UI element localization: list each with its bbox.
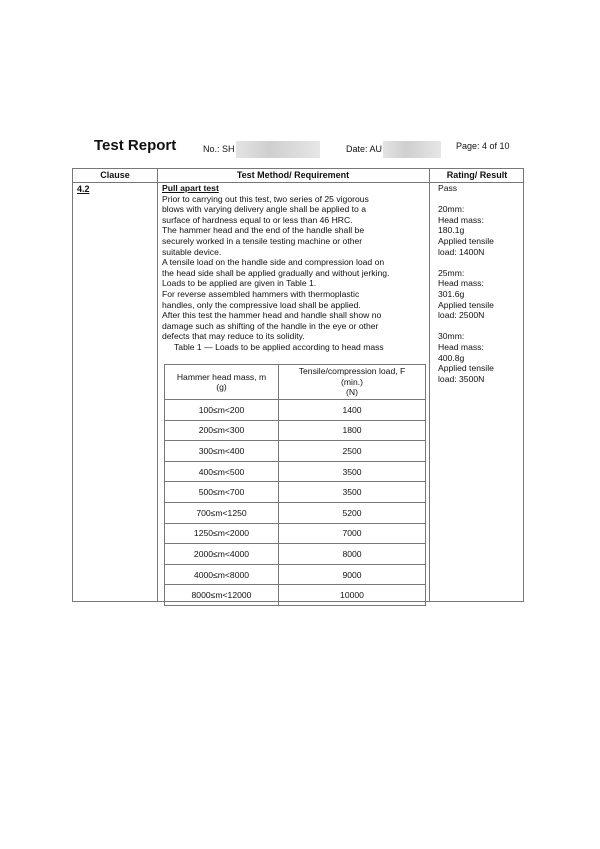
load-value-cell: 7000 — [279, 523, 426, 544]
report-table — [72, 168, 524, 602]
mass-range-cell: 200≤m<300 — [165, 420, 279, 441]
report-header — [72, 137, 524, 155]
load-column-header — [279, 365, 426, 400]
result-line — [438, 194, 524, 205]
result-line: Head mass: — [438, 214, 484, 225]
method-line: blows with varying delivery angle shall be applied to a — [162, 204, 366, 215]
column-divider — [429, 169, 430, 601]
method-line: The hammer head and the end of the handle shall be — [162, 225, 365, 236]
table-row — [165, 482, 426, 503]
method-line: the head side shall be applied gradually and without jerking. — [162, 267, 390, 278]
method-line: A tensile load on the handle side and compression load on — [162, 257, 385, 268]
load-value-cell: 8000 — [279, 544, 426, 565]
report-date-label: Date: AU — [346, 143, 383, 154]
method-line: After this test the hammer head and handle shall show no — [162, 310, 382, 321]
result-line: 20mm: — [438, 204, 465, 215]
result-line: 180.1g — [438, 225, 465, 236]
mass-range-cell: 1250≤m<2000 — [165, 523, 279, 544]
mass-header-line: Hammer head mass, m — [176, 371, 267, 382]
method-line: For reverse assembled hammers with thermoplastic — [162, 288, 360, 299]
load-header-line: Tensile/compression load, F — [298, 366, 406, 377]
table-row — [165, 461, 426, 482]
report-number — [203, 141, 320, 158]
result-line: 25mm: — [438, 267, 465, 278]
result-line: Applied tensile — [438, 299, 494, 310]
method-title: Pull apart test — [162, 183, 219, 193]
report-date — [346, 141, 441, 158]
table-row — [165, 585, 426, 606]
mass-header-line: (g) — [216, 382, 227, 392]
result-line: 301.6g — [438, 288, 465, 299]
method-line: securely worked in a tensile testing machine or other — [162, 235, 363, 246]
mass-range-cell: 400≤m<500 — [165, 461, 279, 482]
load-value-cell: 1400 — [279, 400, 426, 421]
report-number-label: No.: SH — [203, 143, 235, 154]
clause-number: 4.2 — [77, 184, 90, 194]
mass-range-cell: 300≤m<400 — [165, 441, 279, 462]
result-line: Head mass: — [438, 341, 484, 352]
column-divider — [157, 169, 158, 601]
table-row — [165, 420, 426, 441]
result-line: 30mm: — [438, 331, 465, 342]
method-line: surface of hardness equal to or less than 46 HRC. — [162, 214, 353, 225]
method-line: Prior to carrying out this test, two series of 25 vigorous — [162, 193, 369, 204]
result-line: load: 3500N — [438, 373, 485, 384]
table-row — [165, 441, 426, 462]
load-value-cell: 1800 — [279, 420, 426, 441]
rating-result — [438, 183, 524, 384]
result-column-header: Rating/ Result — [446, 170, 508, 180]
mass-range-cell: 500≤m<700 — [165, 482, 279, 503]
mass-range-cell: 100≤m<200 — [165, 400, 279, 421]
table-row — [165, 544, 426, 565]
load-value-cell: 10000 — [279, 585, 426, 606]
result-line: Applied tensile — [438, 363, 494, 374]
test-method — [162, 183, 428, 353]
method-text — [162, 194, 428, 342]
result-line: Applied tensile — [438, 235, 494, 246]
method-line: suitable device. — [162, 246, 222, 257]
load-value-cell: 5200 — [279, 502, 426, 523]
mass-range-cell: 4000≤m<8000 — [165, 564, 279, 585]
load-value-cell: 2500 — [279, 441, 426, 462]
report-title: Test Report — [94, 137, 177, 154]
mass-range-cell: 2000≤m<4000 — [165, 544, 279, 565]
load-header-line: (N) — [346, 387, 358, 398]
table-row — [165, 564, 426, 585]
method-line: damage such as shifting of the handle in the eye or other — [162, 320, 379, 331]
mass-column-header — [165, 365, 279, 400]
redacted-report-number — [236, 141, 320, 158]
redacted-report-date — [383, 141, 441, 158]
loads-table-header-row — [165, 365, 426, 400]
method-line: Loads to be applied are given in Table 1. — [162, 278, 317, 289]
result-line: load: 2500N — [438, 310, 485, 321]
mass-range-cell: 8000≤m<12000 — [165, 585, 279, 606]
clause-column-header: Clause — [100, 170, 130, 180]
load-value-cell: 3500 — [279, 482, 426, 503]
result-line: 400.8g — [438, 352, 465, 363]
page-number: Page: 4 of 10 — [456, 141, 510, 151]
load-value-cell: 3500 — [279, 461, 426, 482]
table-caption: Table 1 — Loads to be applied according to head mass — [174, 341, 384, 352]
method-line: handles, only the compressive load shall be applied. — [162, 299, 361, 310]
load-value-cell: 9000 — [279, 564, 426, 585]
result-line: Head mass: — [438, 278, 484, 289]
load-header-line: (min.) — [341, 376, 363, 387]
table-row — [165, 502, 426, 523]
table-row — [165, 400, 426, 421]
result-line — [438, 257, 524, 268]
table-row — [165, 523, 426, 544]
result-line — [438, 321, 524, 332]
result-line: load: 1400N — [438, 246, 485, 257]
result-line: Pass — [438, 183, 458, 193]
loads-table — [164, 364, 426, 606]
method-column-header: Test Method/ Requirement — [236, 170, 350, 180]
method-line: defects that may reduce to its solidity. — [162, 331, 305, 342]
mass-range-cell: 700≤m<1250 — [165, 502, 279, 523]
